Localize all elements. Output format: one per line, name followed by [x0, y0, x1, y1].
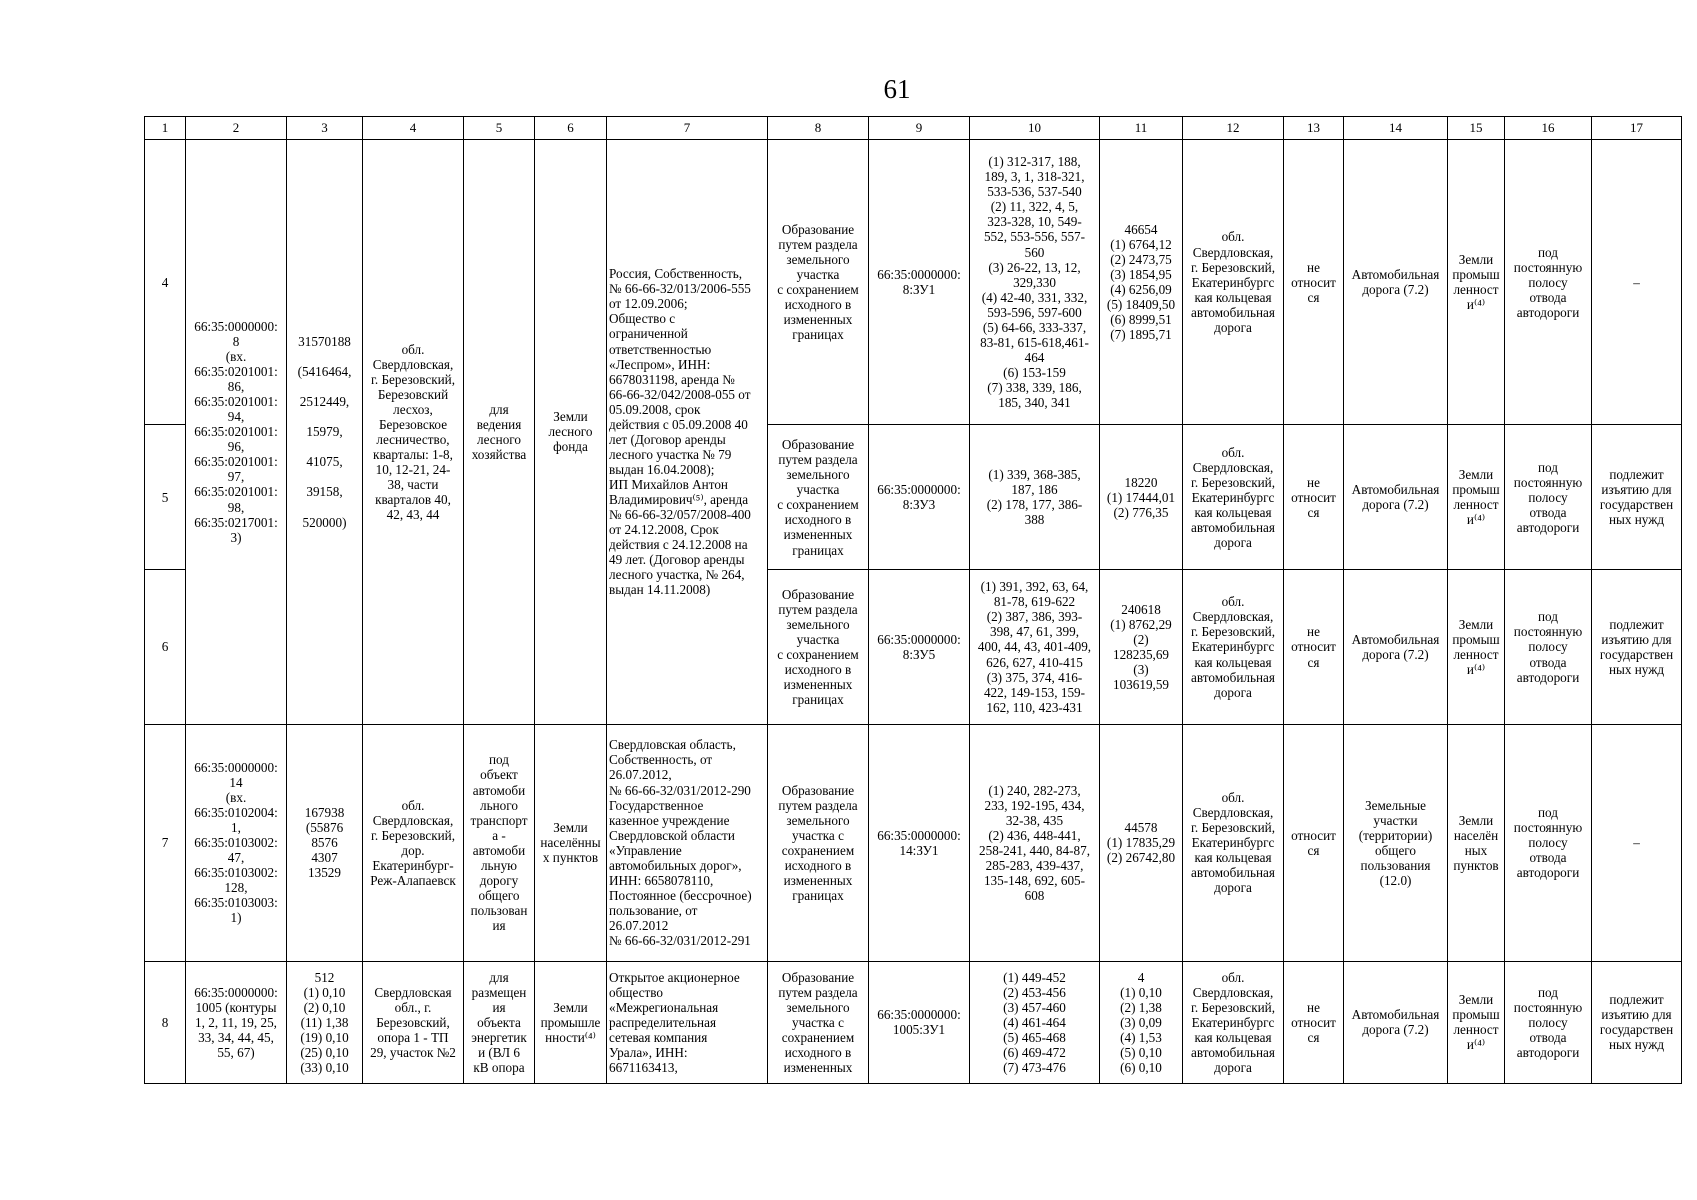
purpose-cell: под постоянную полосу отвода автодороги: [1505, 724, 1592, 961]
column-header: 5: [464, 117, 535, 140]
area-cell: 512 (1) 0,10 (2) 0,10 (11) 1,38 (19) 0,10 (25) 0,10 (33) 0,10: [287, 961, 363, 1083]
column-header: 2: [186, 117, 287, 140]
boundary-points-cell: (1) 312-317, 188, 189, 3, 1, 318-321, 533-536, 537-540 (2) 11, 322, 4, 5, 323-328, 10, 549- 552, 553-556, 557- 560 (3) 26-22, 13, 12, 329,330 (4) 42-40, 331, 332, 593-596, 597-600 (5) 64-66, 333-337, 83-81, 615-618,461- 464 (6) 153-159 (7) 338, 339, 186, 185, 340, 341: [970, 140, 1100, 425]
seizure-cell: подлежит изъятию для государствен ных нужд: [1592, 570, 1682, 724]
row-number: 5: [145, 425, 186, 570]
row-number: 6: [145, 570, 186, 724]
plot-address-cell: обл. Свердловская, г. Березовский, Екатеринбургс кая кольцевая автомобильная дорога: [1183, 425, 1284, 570]
column-header: 10: [970, 117, 1100, 140]
table-row: [145, 724, 1682, 961]
category-cell: Земли промыш ленност и⁽⁴⁾: [1448, 961, 1505, 1083]
formation-method-cell: Образование путем раздела земельного участка с сохранением исходного в измененных границах: [768, 724, 869, 961]
new-plot-number-cell: 66:35:0000000: 8:ЗУ5: [869, 570, 970, 724]
rights-holder-cell: Открытое акционерное общество «Межрегиональная распределительная сетевая компания Урала», ИНН: 6671163413,: [607, 961, 768, 1083]
purpose-cell: под постоянную полосу отвода автодороги: [1505, 570, 1592, 724]
formation-method-cell: Образование путем раздела земельного участка с сохранением исходного в измененных границах: [768, 425, 869, 570]
table-row: [145, 140, 1682, 425]
row-number: 8: [145, 961, 186, 1083]
land-category-cell: Земли промышле нности⁽⁴⁾: [535, 961, 607, 1083]
page-number: 61: [883, 74, 911, 104]
permitted-use-cell: для размещен ия объекта энергетик и (ВЛ 6 кВ опора: [464, 961, 535, 1083]
plot-address-cell: обл. Свердловская, г. Березовский, Екатеринбургс кая кольцевая автомобильная дорога: [1183, 961, 1284, 1083]
land-category-cell: Земли населённы х пунктов: [535, 724, 607, 961]
relation-cell: не относит ся: [1284, 140, 1344, 425]
plot-area-cell: 46654 (1) 6764,12 (2) 2473,75 (3) 1854,95 (4) 6256,09 (5) 18409,50 (6) 8999,51 (7) 1895,71: [1100, 140, 1183, 425]
table-row: [145, 961, 1682, 1083]
area-cell: 167938 (55876 8576 4307 13529: [287, 724, 363, 961]
formation-method-cell: Образование путем раздела земельного участка с сохранением исходного в измененных: [768, 961, 869, 1083]
purpose-cell: под постоянную полосу отвода автодороги: [1505, 140, 1592, 425]
purpose-cell: под постоянную полосу отвода автодороги: [1505, 961, 1592, 1083]
seizure-cell: –: [1592, 140, 1682, 425]
address-cell: обл. Свердловская, г. Березовский, Березовский лесхоз, Березовское лесничество, кварталы: 1-8, 10, 12-21, 24- 38, части кварталов 40, 42, 43, 44: [363, 140, 464, 725]
plot-area-cell: 4 (1) 0,10 (2) 1,38 (3) 0,09 (4) 1,53 (5) 0,10 (6) 0,10: [1100, 961, 1183, 1083]
plot-area-cell: 18220 (1) 17444,01 (2) 776,35: [1100, 425, 1183, 570]
category-cell: Земли промыш ленност и⁽⁴⁾: [1448, 140, 1505, 425]
column-header: 6: [535, 117, 607, 140]
permitted-use-cell: под объект автомоби льного транспорт а - автомоби льную дорогу общего пользован ия: [464, 724, 535, 961]
boundary-points-cell: (1) 240, 282-273, 233, 192-195, 434, 32-38, 435 (2) 436, 448-441, 258-241, 440, 84-87, 285-283, 439-437, 135-148, 692, 605- 608: [970, 724, 1100, 961]
table-header-row: [145, 117, 1682, 140]
use-type-cell: Автомобильная дорога (7.2): [1344, 140, 1448, 425]
row-number: 7: [145, 724, 186, 961]
seizure-cell: подлежит изъятию для государствен ных нужд: [1592, 961, 1682, 1083]
plot-address-cell: обл. Свердловская, г. Березовский, Екатеринбургс кая кольцевая автомобильная дорога: [1183, 724, 1284, 961]
column-header: 11: [1100, 117, 1183, 140]
column-header: 16: [1505, 117, 1592, 140]
plot-address-cell: обл. Свердловская, г. Березовский, Екатеринбургс кая кольцевая автомобильная дорога: [1183, 140, 1284, 425]
column-header: 17: [1592, 117, 1682, 140]
column-header: 7: [607, 117, 768, 140]
column-header: 13: [1284, 117, 1344, 140]
land-category-cell: Земли лесного фонда: [535, 140, 607, 725]
column-header: 12: [1183, 117, 1284, 140]
land-plots-table: [144, 116, 1682, 1084]
category-cell: Земли промыш ленност и⁽⁴⁾: [1448, 425, 1505, 570]
cadastral-number-cell: 66:35:0000000: 14 (вх. 66:35:0102004: 1, 66:35:0103002: 47, 66:35:0103002: 128, 66:35:0103003: 1): [186, 724, 287, 961]
column-header: 3: [287, 117, 363, 140]
relation-cell: не относит ся: [1284, 570, 1344, 724]
formation-method-cell: Образование путем раздела земельного участка с сохранением исходного в измененных границах: [768, 140, 869, 425]
column-header: 4: [363, 117, 464, 140]
plot-area-cell: 240618 (1) 8762,29 (2) 128235,69 (3) 103619,59: [1100, 570, 1183, 724]
boundary-points-cell: (1) 449-452 (2) 453-456 (3) 457-460 (4) 461-464 (5) 465-468 (6) 469-472 (7) 473-476: [970, 961, 1100, 1083]
purpose-cell: под постоянную полосу отвода автодороги: [1505, 425, 1592, 570]
column-header: 8: [768, 117, 869, 140]
formation-method-cell: Образование путем раздела земельного участка с сохранением исходного в измененных границах: [768, 570, 869, 724]
cadastral-number-cell: 66:35:0000000: 8 (вх. 66:35:0201001: 86, 66:35:0201001: 94, 66:35:0201001: 96, 66:35:0201001: 97, 66:35:0201001: 98, 66:35:0217001: 3): [186, 140, 287, 725]
seizure-cell: подлежит изъятию для государствен ных нужд: [1592, 425, 1682, 570]
column-header: 9: [869, 117, 970, 140]
plot-area-cell: 44578 (1) 17835,29 (2) 26742,80: [1100, 724, 1183, 961]
cadastral-number-cell: 66:35:0000000: 1005 (контуры 1, 2, 11, 19, 25, 33, 34, 44, 45, 55, 67): [186, 961, 287, 1083]
column-header: 1: [145, 117, 186, 140]
new-plot-number-cell: 66:35:0000000: 1005:ЗУ1: [869, 961, 970, 1083]
address-cell: обл. Свердловская, г. Березовский, дор. Екатеринбург- Реж-Алапаевск: [363, 724, 464, 961]
rights-holder-cell: Свердловская область, Собственность, от 26.07.2012, № 66-66-32/031/2012-290 Государственное казенное учреждение Свердловской области «Управление автомобильных дорог», ИНН: 6658078110, Постоянное (бессрочное) пользование, от 26.07.2012 № 66-66-32/031/2012-291: [607, 724, 768, 961]
boundary-points-cell: (1) 391, 392, 63, 64, 81-78, 619-622 (2) 387, 386, 393- 398, 47, 61, 399, 400, 44, 43, 401-409, 626, 627, 410-415 (3) 375, 374, 416- 422, 149-153, 159- 162, 110, 423-431: [970, 570, 1100, 724]
address-cell: Свердловская обл., г. Березовский, опора 1 - ТП 29, участок №2: [363, 961, 464, 1083]
new-plot-number-cell: 66:35:0000000: 8:ЗУ1: [869, 140, 970, 425]
relation-cell: не относит ся: [1284, 425, 1344, 570]
row-number: 4: [145, 140, 186, 425]
new-plot-number-cell: 66:35:0000000: 8:ЗУ3: [869, 425, 970, 570]
column-header: 15: [1448, 117, 1505, 140]
category-cell: Земли населён ных пунктов: [1448, 724, 1505, 961]
category-cell: Земли промыш ленност и⁽⁴⁾: [1448, 570, 1505, 724]
column-header: 14: [1344, 117, 1448, 140]
use-type-cell: Автомобильная дорога (7.2): [1344, 425, 1448, 570]
area-cell: 31570188 (5416464, 2512449, 15979, 41075, 39158, 520000): [287, 140, 363, 725]
seizure-cell: –: [1592, 724, 1682, 961]
use-type-cell: Автомобильная дорога (7.2): [1344, 570, 1448, 724]
relation-cell: относит ся: [1284, 724, 1344, 961]
new-plot-number-cell: 66:35:0000000: 14:ЗУ1: [869, 724, 970, 961]
plot-address-cell: обл. Свердловская, г. Березовский, Екатеринбургс кая кольцевая автомобильная дорога: [1183, 570, 1284, 724]
boundary-points-cell: (1) 339, 368-385, 187, 186 (2) 178, 177, 386- 388: [970, 425, 1100, 570]
rights-holder-cell: Россия, Собственность, № 66-66-32/013/2006-555 от 12.09.2006; Общество с ограниченной ответственностью «Леспром», ИНН: 6678031198, аренда № 66-66-32/042/2008-055 от 05.09.2008, срок действия с 05.09.2008 40 лет (Договор аренды лесного участка № 79 выдан 16.04.2008); ИП Михайлов Антон Владимирович⁽⁵⁾, аренда № 66-66-32/057/2008-400 от 24.12.2008, Срок действия с 24.12.2008 на 49 лет. (Договор аренды лесного участка, № 264, выдан 14.11.2008): [607, 140, 768, 725]
permitted-use-cell: для ведения лесного хозяйства: [464, 140, 535, 725]
relation-cell: не относит ся: [1284, 961, 1344, 1083]
use-type-cell: Земельные участки (территории) общего пользования (12.0): [1344, 724, 1448, 961]
use-type-cell: Автомобильная дорога (7.2): [1344, 961, 1448, 1083]
